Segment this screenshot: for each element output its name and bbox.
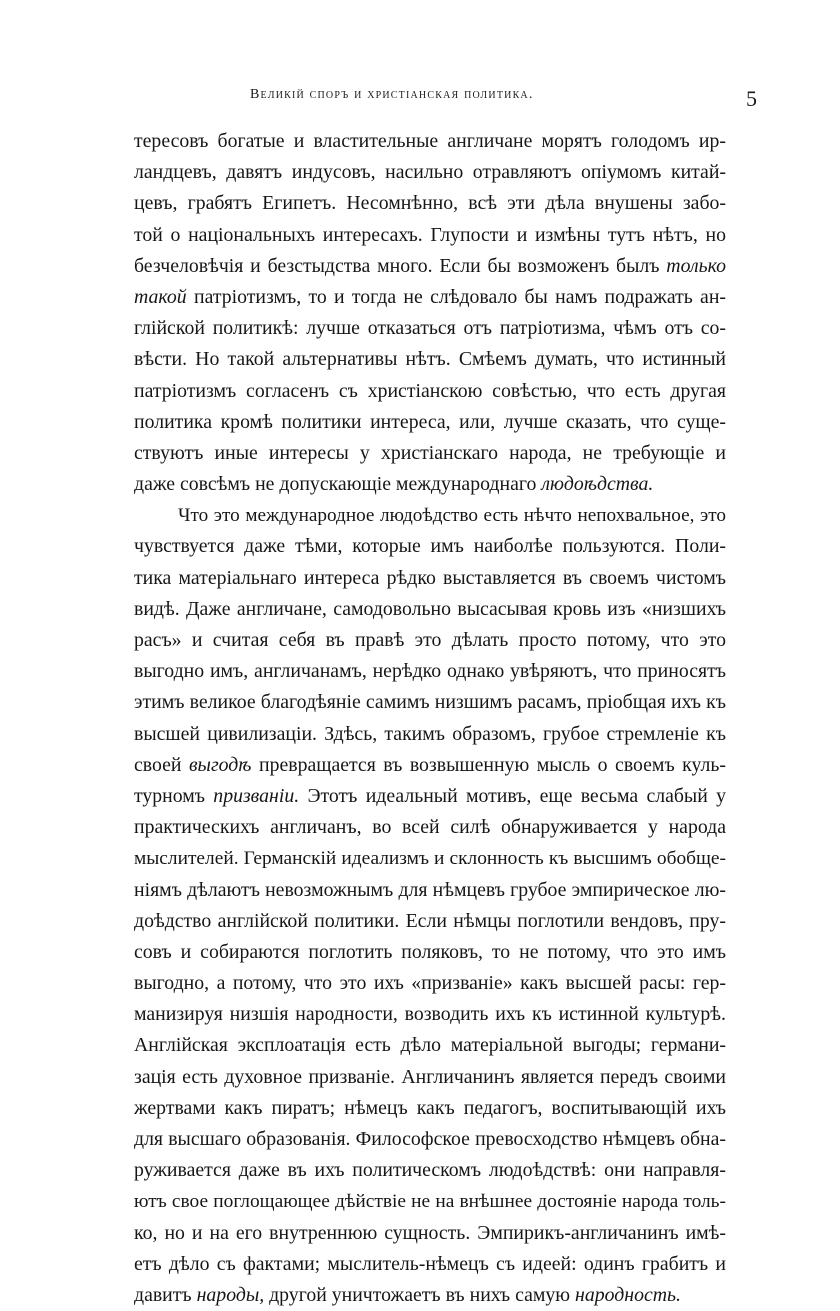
italic-text: народы, (196, 1283, 265, 1306)
text-line (134, 188, 726, 219)
text-line (134, 407, 726, 438)
text-line (134, 968, 726, 999)
text-segment: своей (134, 753, 189, 776)
italic-text: призваніи. (213, 784, 300, 807)
page-number: 5 (746, 86, 757, 111)
text-segment: высшей цивилизаціи. Здѣсь, такимъ образомъ, грубое стремленіе къ (134, 722, 726, 745)
italic-text: людоѣдства. (541, 473, 654, 496)
text-segment: расъ» и считая себя въ правѣ это дѣлать просто потому, что это (134, 629, 726, 651)
text-segment: давитъ (134, 1283, 197, 1306)
text-segment: вѣсти. Но такой альтернативы нѣтъ. Смѣемъ думать, что истинный (134, 348, 726, 371)
text-segment: чувствуется даже тѣми, которые имъ наиболѣе пользуются. Поли- (134, 535, 726, 558)
text-line (134, 469, 726, 500)
text-line (134, 750, 726, 781)
text-line (134, 1155, 726, 1186)
text-segment: патріотизмъ, то и тогда не слѣдовало бы намъ подражать ан- (186, 285, 726, 308)
text-line (134, 843, 726, 874)
text-line (134, 438, 726, 469)
text-segment: превращается въ возвышенную мысль о своемъ куль- (251, 753, 726, 776)
text-line (134, 313, 726, 344)
text-line (134, 500, 726, 531)
text-segment: мыслителей. Германскій идеализмъ и склонность къ высшимъ обобще- (134, 848, 726, 870)
text-segment: етъ дѣло съ фактами; мыслитель-нѣмецъ съ идеей: одинъ грабитъ и (134, 1252, 726, 1275)
running-head: Великій споръ и христіанская политика. (250, 87, 534, 102)
text-line (134, 719, 726, 750)
text-segment: патріотизмъ согласенъ съ христіанскою совѣстью, что есть другая (134, 379, 726, 402)
text-line (134, 282, 726, 313)
text-line (134, 999, 726, 1030)
italic-text: выгодѣ (188, 753, 252, 776)
text-segment: цевъ, грабятъ Египетъ. Несомнѣнно, всѣ эти дѣла внушены забо- (134, 192, 726, 215)
text-line (134, 1124, 726, 1155)
text-segment: доѣдство англійской политики. Если нѣмцы поглотили вендовъ, пру- (134, 909, 726, 932)
text-segment: безчеловѣчія и безстыдства много. Если бы возможенъ былъ (134, 254, 667, 277)
text-segment: той о національныхъ интересахъ. Глупости и измѣны тутъ нѣтъ, но (134, 223, 726, 246)
text-line (134, 1218, 726, 1249)
text-segment: жертвами какъ пиратъ; нѣмецъ какъ педагогъ, воспитывающій ихъ (134, 1096, 726, 1119)
text-segment: ко, но и на его внутреннюю сущность. Эмпирикъ-англичанинъ имѣ- (134, 1221, 726, 1244)
text-line (134, 563, 726, 594)
text-line (134, 1062, 726, 1093)
text-line (134, 812, 726, 843)
text-segment: практическихъ англичанъ, во всей силѣ обнаруживается у народа (134, 816, 726, 839)
text-line (134, 656, 726, 687)
text-line (134, 875, 726, 906)
text-line (134, 376, 726, 407)
text-segment: выгодно, а потому, что это ихъ «призваніе» какъ высшей расы: гер- (134, 972, 726, 995)
text-line (134, 531, 726, 562)
text-segment: для высшаго образованія. Философское превосходство нѣмцевъ обна- (134, 1128, 726, 1150)
text-line (134, 220, 726, 251)
text-segment: совъ и собираются поглотить поляковъ, то не потому, что это имъ (134, 940, 726, 963)
text-segment: Что это международное людоѣдство есть нѣчто непохвальное, это (178, 505, 726, 527)
text-line (134, 781, 726, 812)
italic-text: только (666, 254, 726, 277)
text-line (134, 157, 726, 188)
text-line (134, 937, 726, 968)
text-segment: турномъ (134, 784, 214, 807)
body-text (134, 126, 726, 1311)
text-segment: выгодно имъ, англичанамъ, нерѣдко однако увѣряютъ, что приносятъ (134, 660, 726, 683)
italic-text: народность. (575, 1283, 681, 1306)
text-segment: ствуютъ иные интересы у христіанскаго народа, не требующіе и (134, 441, 726, 464)
text-line (134, 1280, 726, 1311)
text-line (134, 625, 726, 656)
text-line (134, 906, 726, 937)
text-line (134, 126, 726, 157)
text-segment: этимъ великое благодѣяніе самимъ низшимъ расамъ, пріобщая ихъ къ (134, 691, 726, 714)
text-line (134, 1093, 726, 1124)
paragraph (134, 500, 726, 1311)
paragraph (134, 126, 726, 500)
text-segment: руживается даже въ ихъ политическомъ людоѣдствѣ: они направля- (134, 1159, 726, 1182)
text-line (134, 1186, 726, 1217)
text-segment: зація есть духовное призваніе. Англичанинъ является передъ своими (134, 1065, 726, 1088)
text-segment: тика матеріальнаго интереса рѣдко выставляется въ своемъ чистомъ (134, 566, 726, 589)
text-segment: политика кромѣ политики интереса, или, лучше сказать, что суще- (134, 410, 726, 433)
text-segment: ютъ свое поглощающее дѣйствіе не на внѣшнее достояніе народа толь- (134, 1191, 726, 1213)
text-segment: Этотъ идеальный мотивъ, еще весьма слабый у (299, 784, 726, 807)
text-segment: другой уничтожаетъ въ нихъ самую (264, 1283, 576, 1306)
italic-text: такой (134, 285, 187, 308)
text-line (134, 251, 726, 282)
text-segment: тересовъ богатые и властительные англичане морятъ голодомъ ир- (134, 130, 726, 152)
text-segment: ландцевъ, давятъ индусовъ, насильно отравляютъ опіумомъ китай- (134, 161, 726, 184)
text-segment: манизируя низшія народности, возводить ихъ къ истинной культурѣ. (134, 1003, 726, 1026)
text-line (134, 1030, 726, 1061)
text-segment: даже совсѣмъ не допускающіе международнаго (134, 473, 542, 496)
text-line (134, 1249, 726, 1280)
text-segment: Англійская эксплоатація есть дѣло матеріальной выгоды; германи- (134, 1034, 726, 1057)
text-segment: видѣ. Даже англичане, самодовольно высасывая кровь изъ «низшихъ (134, 597, 726, 620)
text-line (134, 344, 726, 375)
text-segment: ніямъ дѣлаютъ невозможнымъ для нѣмцевъ грубое эмпирическое лю- (134, 878, 726, 901)
text-line (134, 687, 726, 718)
text-segment: глійской политикѣ: лучше отказаться отъ патріотизма, чѣмъ отъ со- (134, 317, 726, 340)
text-line (134, 594, 726, 625)
